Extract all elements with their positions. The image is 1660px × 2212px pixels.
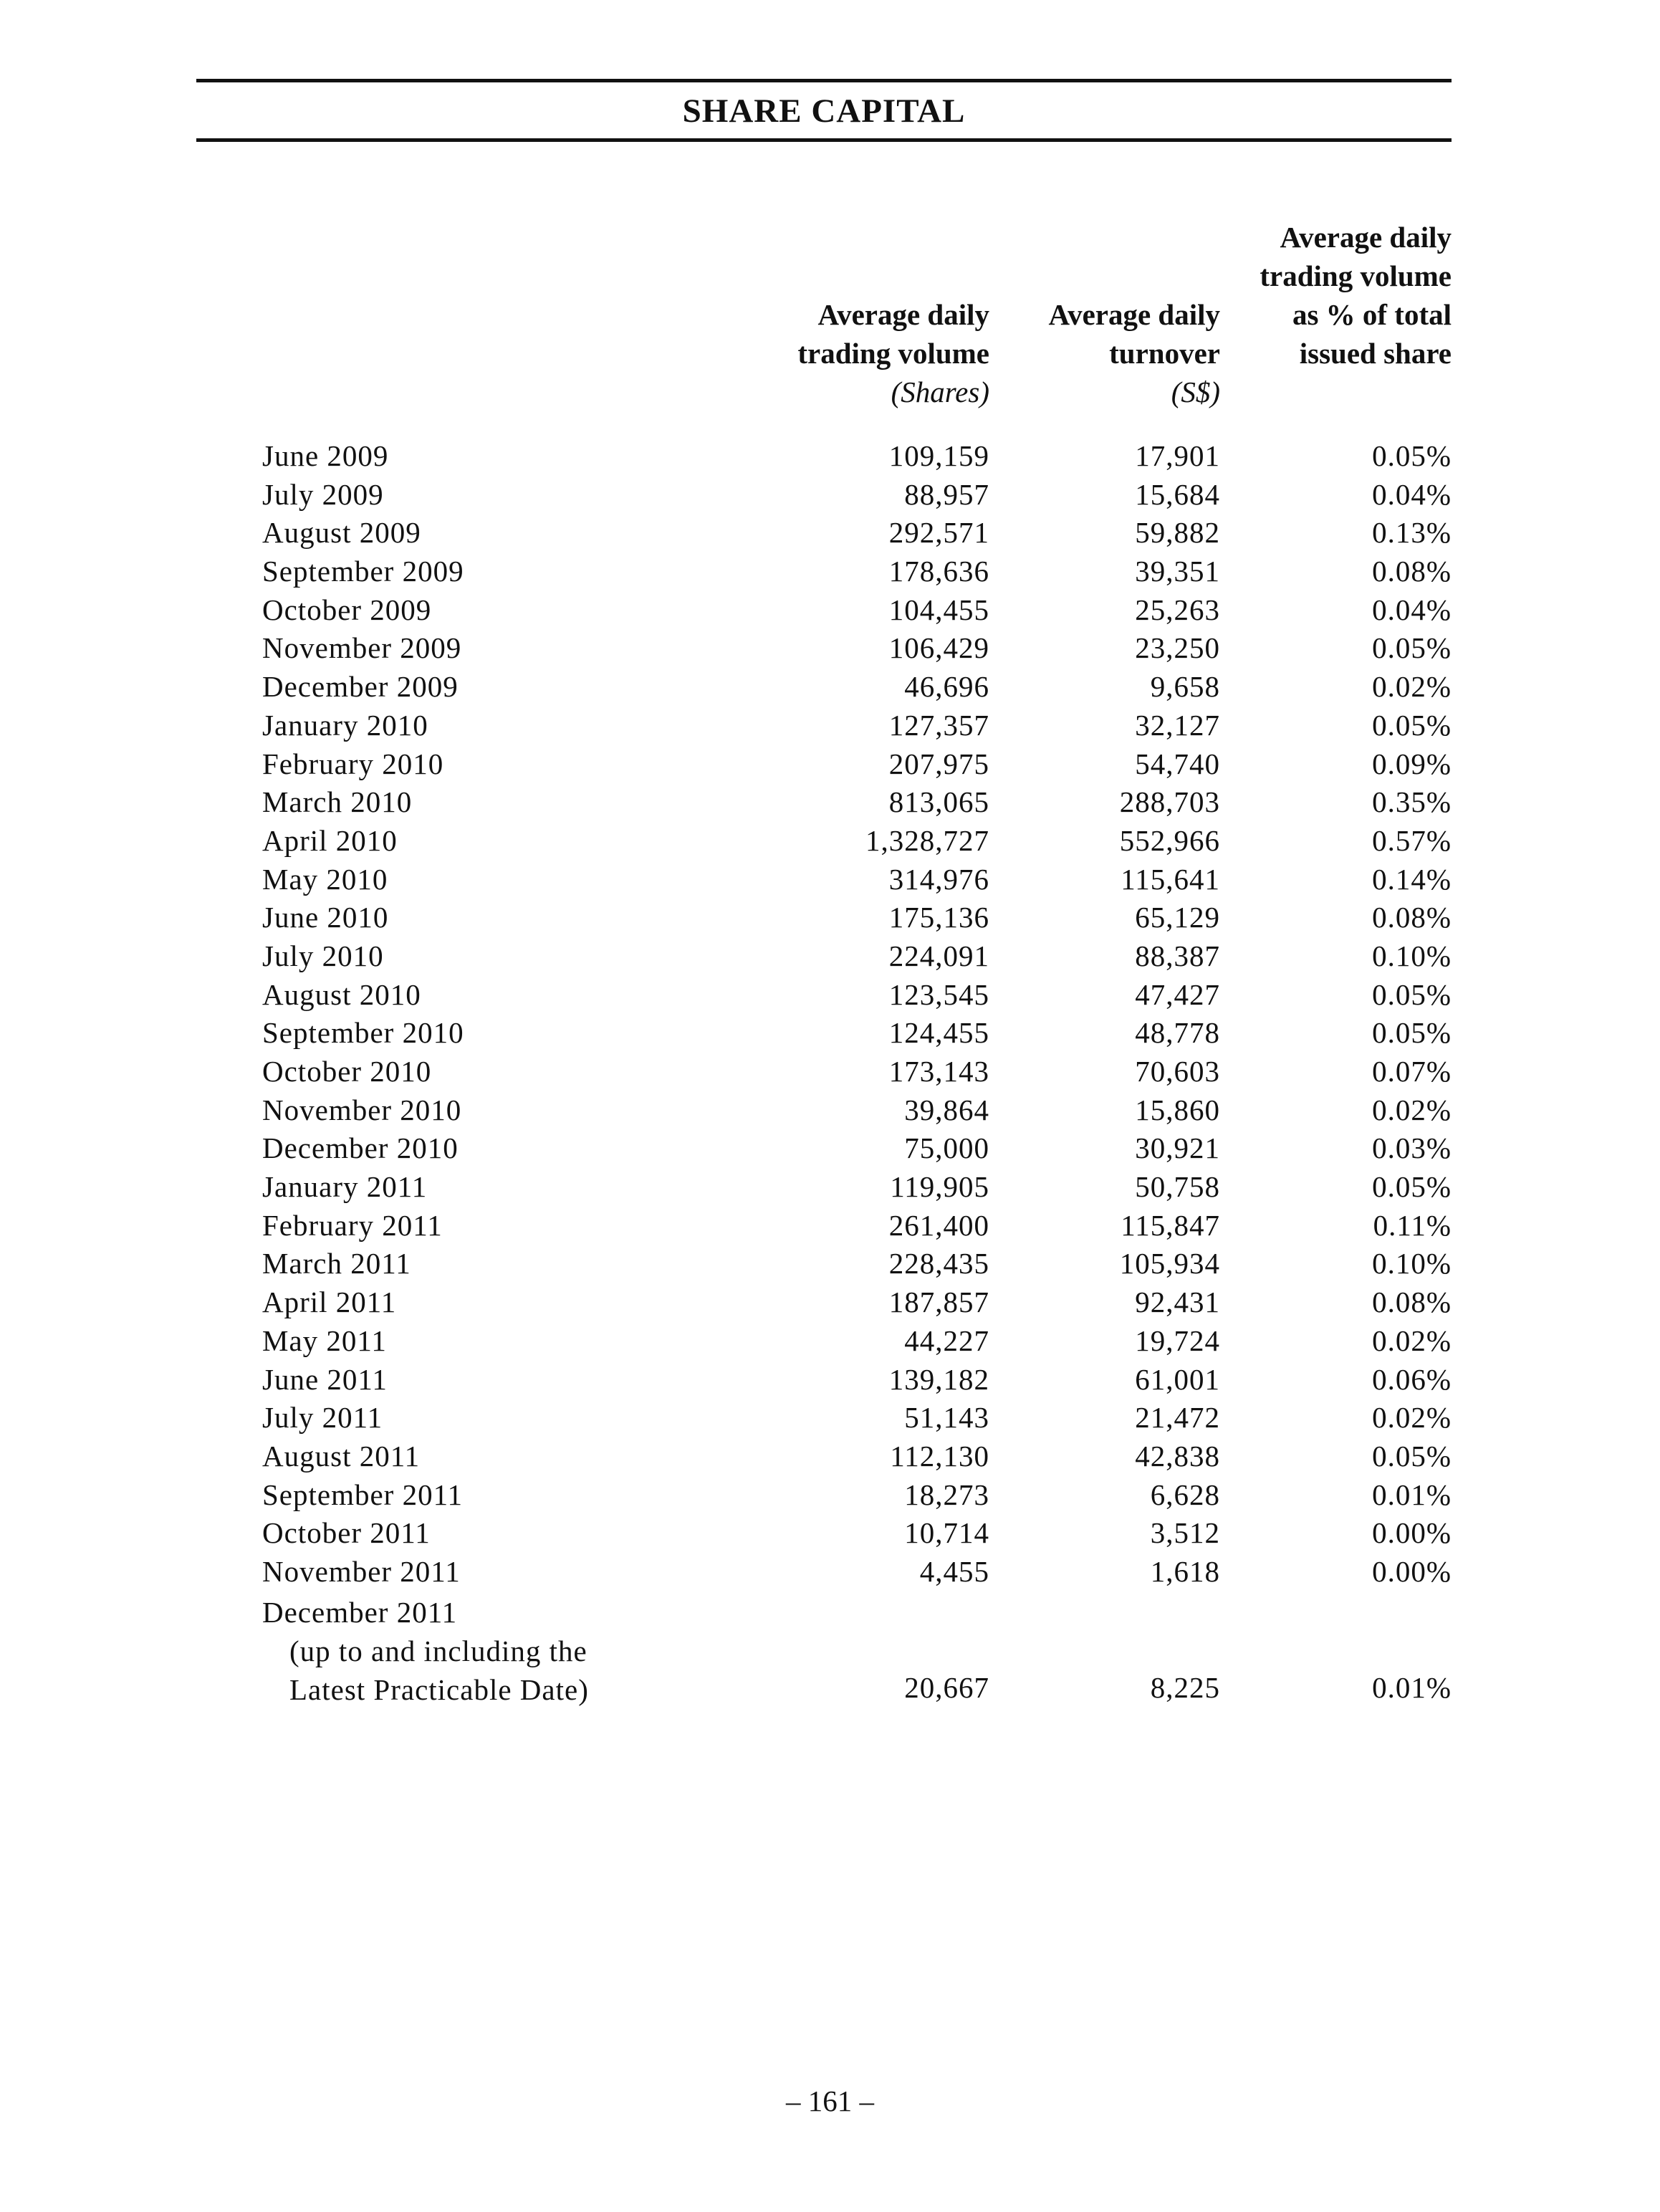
cell-percent: 0.05% bbox=[1372, 1170, 1452, 1204]
cell-volume: 88,957 bbox=[904, 477, 989, 511]
table-row-last bbox=[0, 1593, 1660, 1709]
column-header-trading-volume bbox=[731, 295, 989, 411]
cell-turnover: 1,618 bbox=[1150, 1554, 1220, 1588]
cell-turnover: 32,127 bbox=[1135, 708, 1220, 742]
cell-percent: 0.13% bbox=[1372, 516, 1452, 550]
column-header-turnover bbox=[1005, 295, 1220, 411]
row-label: February 2010 bbox=[262, 747, 444, 780]
cell-volume: 104,455 bbox=[888, 593, 989, 626]
row-label: July 2009 bbox=[262, 477, 384, 511]
row-label-line: (up to and including the bbox=[289, 1634, 587, 1667]
cell-percent: 0.02% bbox=[1372, 1323, 1452, 1357]
column-header-line: issued share bbox=[1299, 337, 1452, 370]
cell-percent: 0.01% bbox=[1372, 1478, 1452, 1511]
cell-turnover: 288,703 bbox=[1119, 785, 1220, 819]
row-label: November 2009 bbox=[262, 631, 462, 665]
row-label: September 2011 bbox=[262, 1478, 464, 1511]
cell-turnover: 50,758 bbox=[1135, 1170, 1220, 1204]
row-label: November 2011 bbox=[262, 1554, 461, 1588]
row-label: August 2010 bbox=[262, 977, 421, 1011]
page-title: SHARE CAPITAL bbox=[682, 92, 966, 130]
row-label: February 2011 bbox=[262, 1208, 443, 1242]
cell-percent: 0.08% bbox=[1372, 555, 1452, 588]
cell-volume: 224,091 bbox=[888, 939, 989, 972]
cell-turnover: 8,225 bbox=[1150, 1670, 1220, 1704]
row-label: June 2009 bbox=[262, 439, 389, 472]
cell-percent: 0.05% bbox=[1372, 1016, 1452, 1050]
cell-percent: 0.35% bbox=[1372, 785, 1452, 819]
cell-volume: 119,905 bbox=[890, 1170, 989, 1204]
row-label: December 2010 bbox=[262, 1131, 459, 1165]
cell-turnover: 92,431 bbox=[1135, 1285, 1220, 1319]
cell-volume: 1,328,727 bbox=[865, 823, 989, 857]
cell-volume: 124,455 bbox=[888, 1016, 989, 1050]
row-label: March 2010 bbox=[262, 785, 413, 819]
cell-percent: 0.06% bbox=[1372, 1362, 1452, 1396]
column-header-line: trading volume bbox=[797, 337, 989, 370]
table-row bbox=[0, 515, 1660, 554]
cell-turnover: 25,263 bbox=[1135, 593, 1220, 626]
table-row bbox=[0, 1131, 1660, 1169]
row-label: September 2010 bbox=[262, 1016, 464, 1050]
cell-percent: 0.04% bbox=[1372, 593, 1452, 626]
cell-percent: 0.14% bbox=[1372, 862, 1452, 896]
table-body bbox=[0, 439, 1660, 1709]
table-row bbox=[0, 1323, 1660, 1362]
table-row bbox=[0, 823, 1660, 862]
table-row bbox=[0, 477, 1660, 516]
column-header-line: as % of total bbox=[1292, 298, 1452, 331]
page-number: – 161 – bbox=[786, 2084, 874, 2117]
cell-volume: 292,571 bbox=[888, 516, 989, 550]
cell-volume: 178,636 bbox=[888, 555, 989, 588]
cell-turnover: 39,351 bbox=[1135, 555, 1220, 588]
row-label: July 2010 bbox=[262, 939, 384, 972]
table-row bbox=[0, 939, 1660, 977]
cell-turnover: 47,427 bbox=[1135, 977, 1220, 1011]
table-row bbox=[0, 669, 1660, 708]
row-label-line: December 2011 bbox=[262, 1595, 458, 1629]
cell-volume: 173,143 bbox=[888, 1055, 989, 1088]
cell-volume: 112,130 bbox=[890, 1439, 989, 1473]
column-header-line: Average daily bbox=[817, 298, 989, 331]
cell-volume: 314,976 bbox=[888, 862, 989, 896]
cell-volume: 46,696 bbox=[904, 670, 989, 704]
row-label: May 2011 bbox=[262, 1323, 387, 1357]
cell-percent: 0.57% bbox=[1372, 823, 1452, 857]
cell-turnover: 42,838 bbox=[1135, 1439, 1220, 1473]
cell-percent: 0.00% bbox=[1372, 1554, 1452, 1588]
cell-turnover: 9,658 bbox=[1150, 670, 1220, 704]
table-row bbox=[0, 1362, 1660, 1401]
cell-volume: 123,545 bbox=[888, 977, 989, 1011]
table-row bbox=[0, 785, 1660, 823]
table-row bbox=[0, 439, 1660, 477]
cell-volume: 127,357 bbox=[888, 708, 989, 742]
cell-turnover: 88,387 bbox=[1135, 939, 1220, 972]
table-row bbox=[0, 1054, 1660, 1093]
cell-turnover: 15,860 bbox=[1135, 1093, 1220, 1126]
row-label: June 2011 bbox=[262, 1362, 388, 1396]
row-label: May 2010 bbox=[262, 862, 388, 896]
table-row bbox=[0, 708, 1660, 747]
table-row bbox=[0, 900, 1660, 939]
cell-percent: 0.00% bbox=[1372, 1516, 1452, 1550]
cell-turnover: 15,684 bbox=[1135, 477, 1220, 511]
cell-percent: 0.10% bbox=[1372, 939, 1452, 972]
cell-percent: 0.05% bbox=[1372, 1439, 1452, 1473]
table-row bbox=[0, 1015, 1660, 1054]
column-unit bbox=[1222, 373, 1452, 411]
table-row bbox=[0, 747, 1660, 785]
cell-volume: 18,273 bbox=[904, 1478, 989, 1511]
cell-turnover: 65,129 bbox=[1135, 901, 1220, 934]
cell-percent: 0.02% bbox=[1372, 1401, 1452, 1435]
column-header-line: Average daily bbox=[1048, 298, 1220, 331]
table-row bbox=[0, 1478, 1660, 1516]
cell-turnover: 54,740 bbox=[1135, 747, 1220, 780]
cell-volume: 228,435 bbox=[888, 1247, 989, 1280]
row-label: October 2010 bbox=[262, 1055, 432, 1088]
table-row bbox=[0, 1246, 1660, 1285]
row-label: March 2011 bbox=[262, 1247, 411, 1280]
cell-volume: 261,400 bbox=[888, 1208, 989, 1242]
cell-percent: 0.07% bbox=[1372, 1055, 1452, 1088]
table-row bbox=[0, 1208, 1660, 1247]
table-row bbox=[0, 593, 1660, 631]
cell-turnover: 59,882 bbox=[1135, 516, 1220, 550]
cell-volume: 207,975 bbox=[888, 747, 989, 780]
table-row bbox=[0, 1093, 1660, 1131]
cell-turnover: 23,250 bbox=[1135, 631, 1220, 665]
cell-volume: 813,065 bbox=[888, 785, 989, 819]
header-top-rule bbox=[196, 79, 1452, 82]
cell-percent: 0.02% bbox=[1372, 1093, 1452, 1126]
table-row bbox=[0, 1439, 1660, 1478]
cell-volume: 75,000 bbox=[904, 1131, 989, 1165]
cell-turnover: 115,847 bbox=[1121, 1208, 1220, 1242]
cell-turnover: 21,472 bbox=[1135, 1401, 1220, 1435]
table-row bbox=[0, 1400, 1660, 1439]
table-header bbox=[0, 206, 1660, 411]
cell-turnover: 6,628 bbox=[1150, 1478, 1220, 1511]
row-label: October 2009 bbox=[262, 593, 432, 626]
cell-turnover: 61,001 bbox=[1135, 1362, 1220, 1396]
column-header-line: Average daily bbox=[1280, 221, 1452, 254]
table-row bbox=[0, 1169, 1660, 1208]
row-label: September 2009 bbox=[262, 555, 464, 588]
cell-volume: 10,714 bbox=[904, 1516, 989, 1550]
cell-volume: 20,667 bbox=[904, 1670, 989, 1704]
cell-percent: 0.04% bbox=[1372, 477, 1452, 511]
cell-turnover: 115,641 bbox=[1121, 862, 1220, 896]
row-label-line: Latest Practicable Date) bbox=[289, 1672, 589, 1706]
cell-volume: 175,136 bbox=[888, 901, 989, 934]
cell-percent: 0.05% bbox=[1372, 708, 1452, 742]
header-bottom-rule bbox=[196, 138, 1452, 142]
cell-volume: 106,429 bbox=[888, 631, 989, 665]
cell-turnover: 105,934 bbox=[1119, 1247, 1220, 1280]
table-row bbox=[0, 554, 1660, 593]
row-label: November 2010 bbox=[262, 1093, 462, 1126]
row-label: April 2010 bbox=[262, 823, 398, 857]
cell-turnover: 3,512 bbox=[1150, 1516, 1220, 1550]
table-row bbox=[0, 1285, 1660, 1323]
cell-percent: 0.01% bbox=[1372, 1670, 1452, 1704]
cell-turnover: 552,966 bbox=[1119, 823, 1220, 857]
column-header-line: turnover bbox=[1109, 337, 1220, 370]
cell-percent: 0.09% bbox=[1372, 747, 1452, 780]
cell-percent: 0.08% bbox=[1372, 1285, 1452, 1319]
column-header-percent-issued bbox=[1222, 218, 1452, 411]
row-label: October 2011 bbox=[262, 1516, 431, 1550]
row-label: December 2009 bbox=[262, 670, 459, 704]
cell-volume: 4,455 bbox=[919, 1554, 989, 1588]
column-header-line: trading volume bbox=[1260, 259, 1452, 292]
table-row bbox=[0, 631, 1660, 669]
row-label: January 2011 bbox=[262, 1170, 428, 1204]
column-unit: (Shares) bbox=[891, 375, 989, 408]
row-label: June 2010 bbox=[262, 901, 389, 934]
row-label: August 2009 bbox=[262, 516, 421, 550]
cell-volume: 109,159 bbox=[888, 439, 989, 472]
cell-percent: 0.03% bbox=[1372, 1131, 1452, 1165]
cell-volume: 187,857 bbox=[888, 1285, 989, 1319]
cell-percent: 0.02% bbox=[1372, 670, 1452, 704]
row-label: April 2011 bbox=[262, 1285, 397, 1319]
cell-volume: 44,227 bbox=[904, 1323, 989, 1357]
table-row bbox=[0, 862, 1660, 901]
cell-percent: 0.10% bbox=[1372, 1247, 1452, 1280]
cell-turnover: 17,901 bbox=[1135, 439, 1220, 472]
cell-percent: 0.05% bbox=[1372, 439, 1452, 472]
cell-percent: 0.05% bbox=[1372, 631, 1452, 665]
row-label: January 2010 bbox=[262, 708, 428, 742]
cell-volume: 39,864 bbox=[904, 1093, 989, 1126]
cell-turnover: 48,778 bbox=[1135, 1016, 1220, 1050]
cell-percent: 0.08% bbox=[1372, 901, 1452, 934]
cell-volume: 51,143 bbox=[904, 1401, 989, 1435]
cell-volume: 139,182 bbox=[888, 1362, 989, 1396]
column-unit: (S$) bbox=[1171, 375, 1220, 408]
table-row bbox=[0, 977, 1660, 1016]
cell-percent: 0.05% bbox=[1372, 977, 1452, 1011]
cell-turnover: 30,921 bbox=[1135, 1131, 1220, 1165]
row-label bbox=[262, 1593, 589, 1709]
table-row bbox=[0, 1516, 1660, 1554]
row-label: August 2011 bbox=[262, 1439, 421, 1473]
cell-turnover: 70,603 bbox=[1135, 1055, 1220, 1088]
row-label: July 2011 bbox=[262, 1401, 383, 1435]
table-row bbox=[0, 1554, 1660, 1593]
cell-percent: 0.11% bbox=[1373, 1208, 1452, 1242]
cell-turnover: 19,724 bbox=[1135, 1323, 1220, 1357]
